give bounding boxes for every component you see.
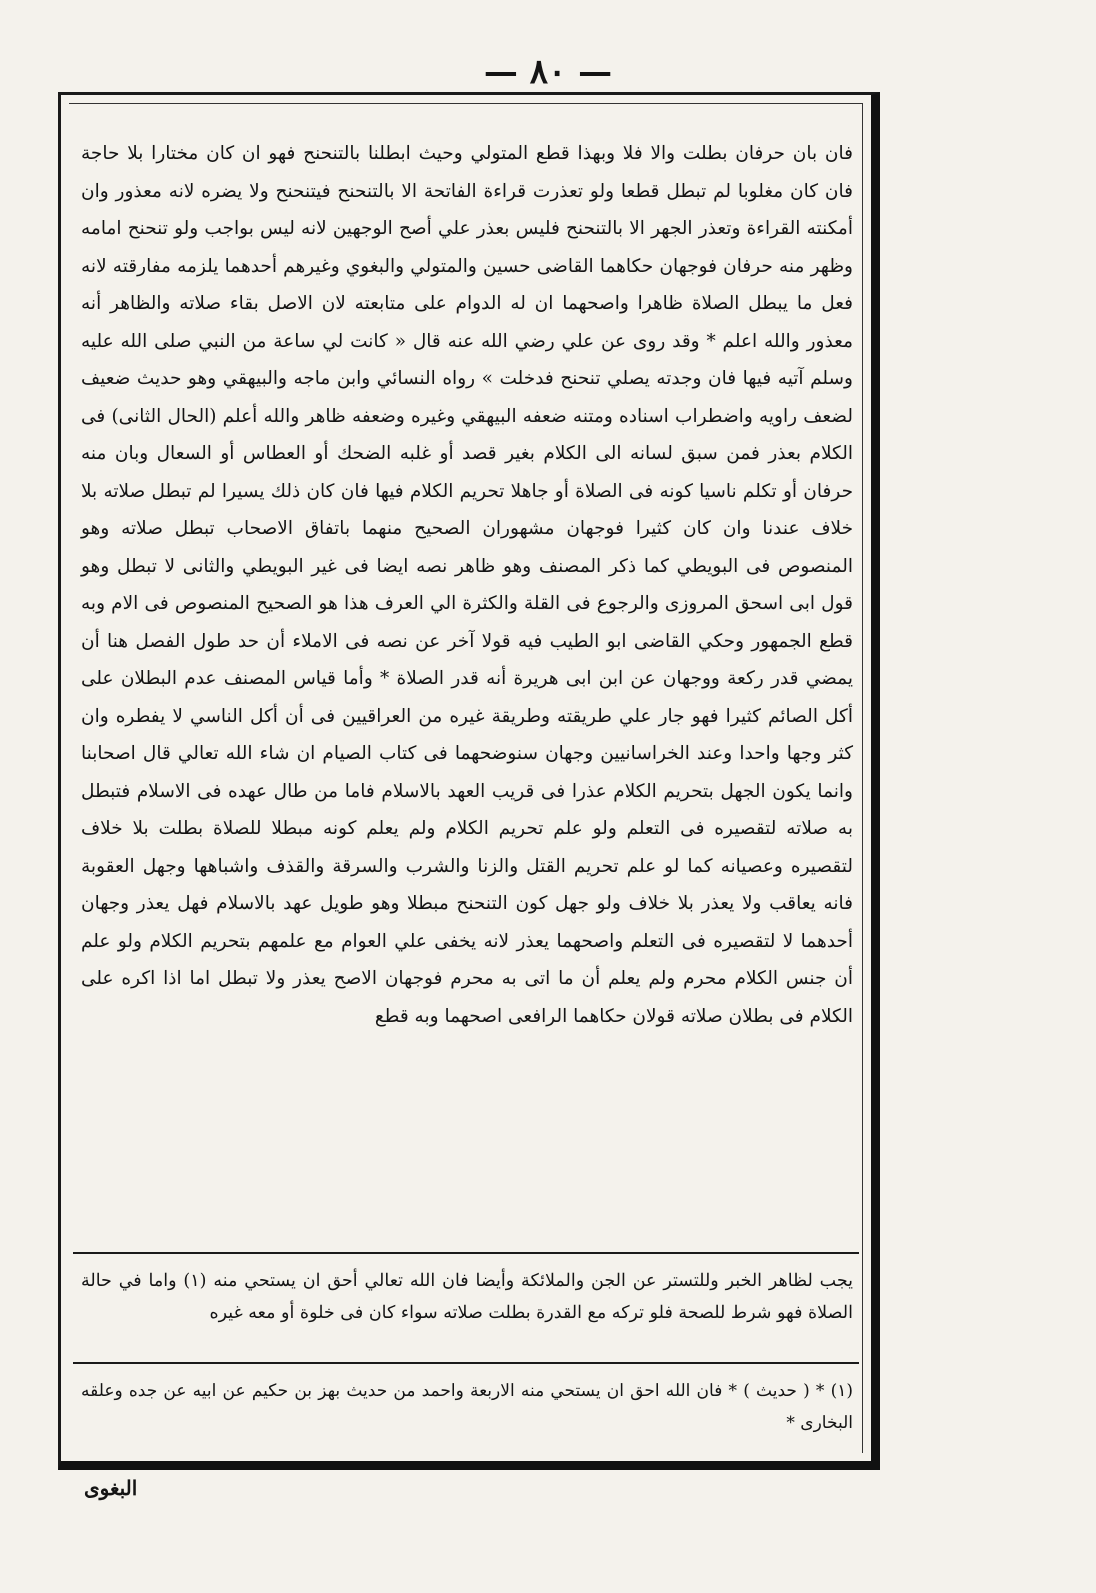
main-commentary-text: فان بان حرفان بطلت والا فلا وبهذا قطع المتولي وحيث ابطلنا بالتنحنح فهو ان كان مختارا بلا حاجة فان كان مغلوبا لم تبطل قطعا ولو تعذرت قراءة الفاتحة الا بالتنحنح فيتنحنح ولا يضره لانه معذور وان أمكنته القراءة وتعذر الجهر الا بالتنحنح فليس بعذر علي أصح الوجهين لانه ليس بواجب ولو تنحنح امامه وظهر منه حرفان فوجهان حكاهما القاضى حسين والمتولي والبغوي وغيرهم أحدهما يلزمه مفارقته لانه فعل ما يبطل الصلاة ظاهرا واصحهما ان له الدوام على متابعته لان الاصل بقاء صلاته والظاهر أنه معذور والله اعلم * وقد روى عن علي رضي الله عنه قال « كانت لي ساعة من النبي صلى الله عليه وسلم آتيه فيها فان وجدته يصلي تنحنح فدخلت » رواه النسائي وابن ماجه والبيهقي وهو حديث ضعيف لضعف راويه واضطراب اسناده ومتنه ضعفه البيهقي وغيره وضعفه ظاهر والله أعلم (الحال الثانى) فى الكلام بعذر فمن سبق لسانه الى الكلام بغير قصد أو غلبه الضحك أو العطاس أو السعال وبان منه حرفان أو تكلم ناسيا كونه فى الصلاة أو جاهلا تحريم الكلام فيها فان كان ذلك يسيرا لم تبطل صلاته بلا خلاف عندنا وان كان كثيرا فوجهان مشهوران الصحيح منهما باتفاق الاصحاب تبطل صلاته وهو المنصوص فى البويطي كما ذكر المصنف وهو ظاهر نصه ايضا فى غير البويطي والثانى لا تبطل وهو قول ابى اسحق المروزى والرجوع فى القلة والكثرة الي العرف هذا هو الصحيح المنصوص فى الام وبه قطع الجمهور وحكي القاضى ابو الطيب فيه قولا آخر عن نصه فى الاملاء أن حد طول الفصل هنا أن يمضي قدر ركعة ووجهان عن ابن ابى هريرة أنه قدر الصلاة * وأما قياس المصنف عدم البطلان على أكل الصائم كثيرا فهو جار علي طريقته وطريقة غيره من العراقيين فى أن أكل الناسي لا يفطره وان كثر وجها واحدا وعند الخراسانيين وجهان سنوضحهما فى كتاب الصيام ان شاء الله تعالي قال اصحابنا وانما يكون الجهل بتحريم الكلام عذرا فى قريب العهد بالاسلام فاما من طال عهده فى الاسلام فتبطل به صلاته لتقصيره فى التعلم ولو علم تحريم الكلام ولم يعلم كونه مبطلا للصلاة بطلت بلا خلاف لتقصيره وعصيانه كما لو علم تحريم القتل والزنا والشرب والسرقة والقذف واشباهها وجهل العقوبة فانه يعاقب ولا يعذر بلا خلاف ولو جهل كون التنحنح مبطلا وهو طويل عهد بالاسلام فهل يعذر وجهان أحدهما لا لتقصيره فى التعلم واصحهما يعذر لانه يخفى علي العوام مع علمهم بتحريم الكلام ولو علم أن جنس الكلام محرم ولم يعلم أن ما اتى به محرم فوجهان الاصح يعذر ولا تبطل اما اذا اكره على الكلام فى بطلان صلاته قولان حكاهما الرافعى اصحهما وبه قطع bbox=[81, 143, 853, 1027]
footnote-divider bbox=[73, 1362, 859, 1364]
section-divider bbox=[73, 1252, 859, 1254]
page-number: — ٨٠ — bbox=[483, 52, 613, 92]
text-frame bbox=[58, 92, 880, 1470]
catchword: البغوى bbox=[84, 1476, 138, 1500]
footnote-text: (١) * ( حديث ) * فان الله احق ان يستحي منه الاربعة واحمد من حديث بهز بن حكيم عن ابيه عن جده وعلقه البخارى * bbox=[81, 1381, 853, 1433]
base-text-section: يجب لظاهر الخبر وللتستر عن الجن والملائكة وأيضا فان الله تعالي أحق ان يستحي منه (١) واما في حالة الصلاة فهو شرط للصحة فلو تركه مع القدرة بطلت صلاته سواء كان فى خلوة أو معه غيره bbox=[81, 1271, 853, 1323]
